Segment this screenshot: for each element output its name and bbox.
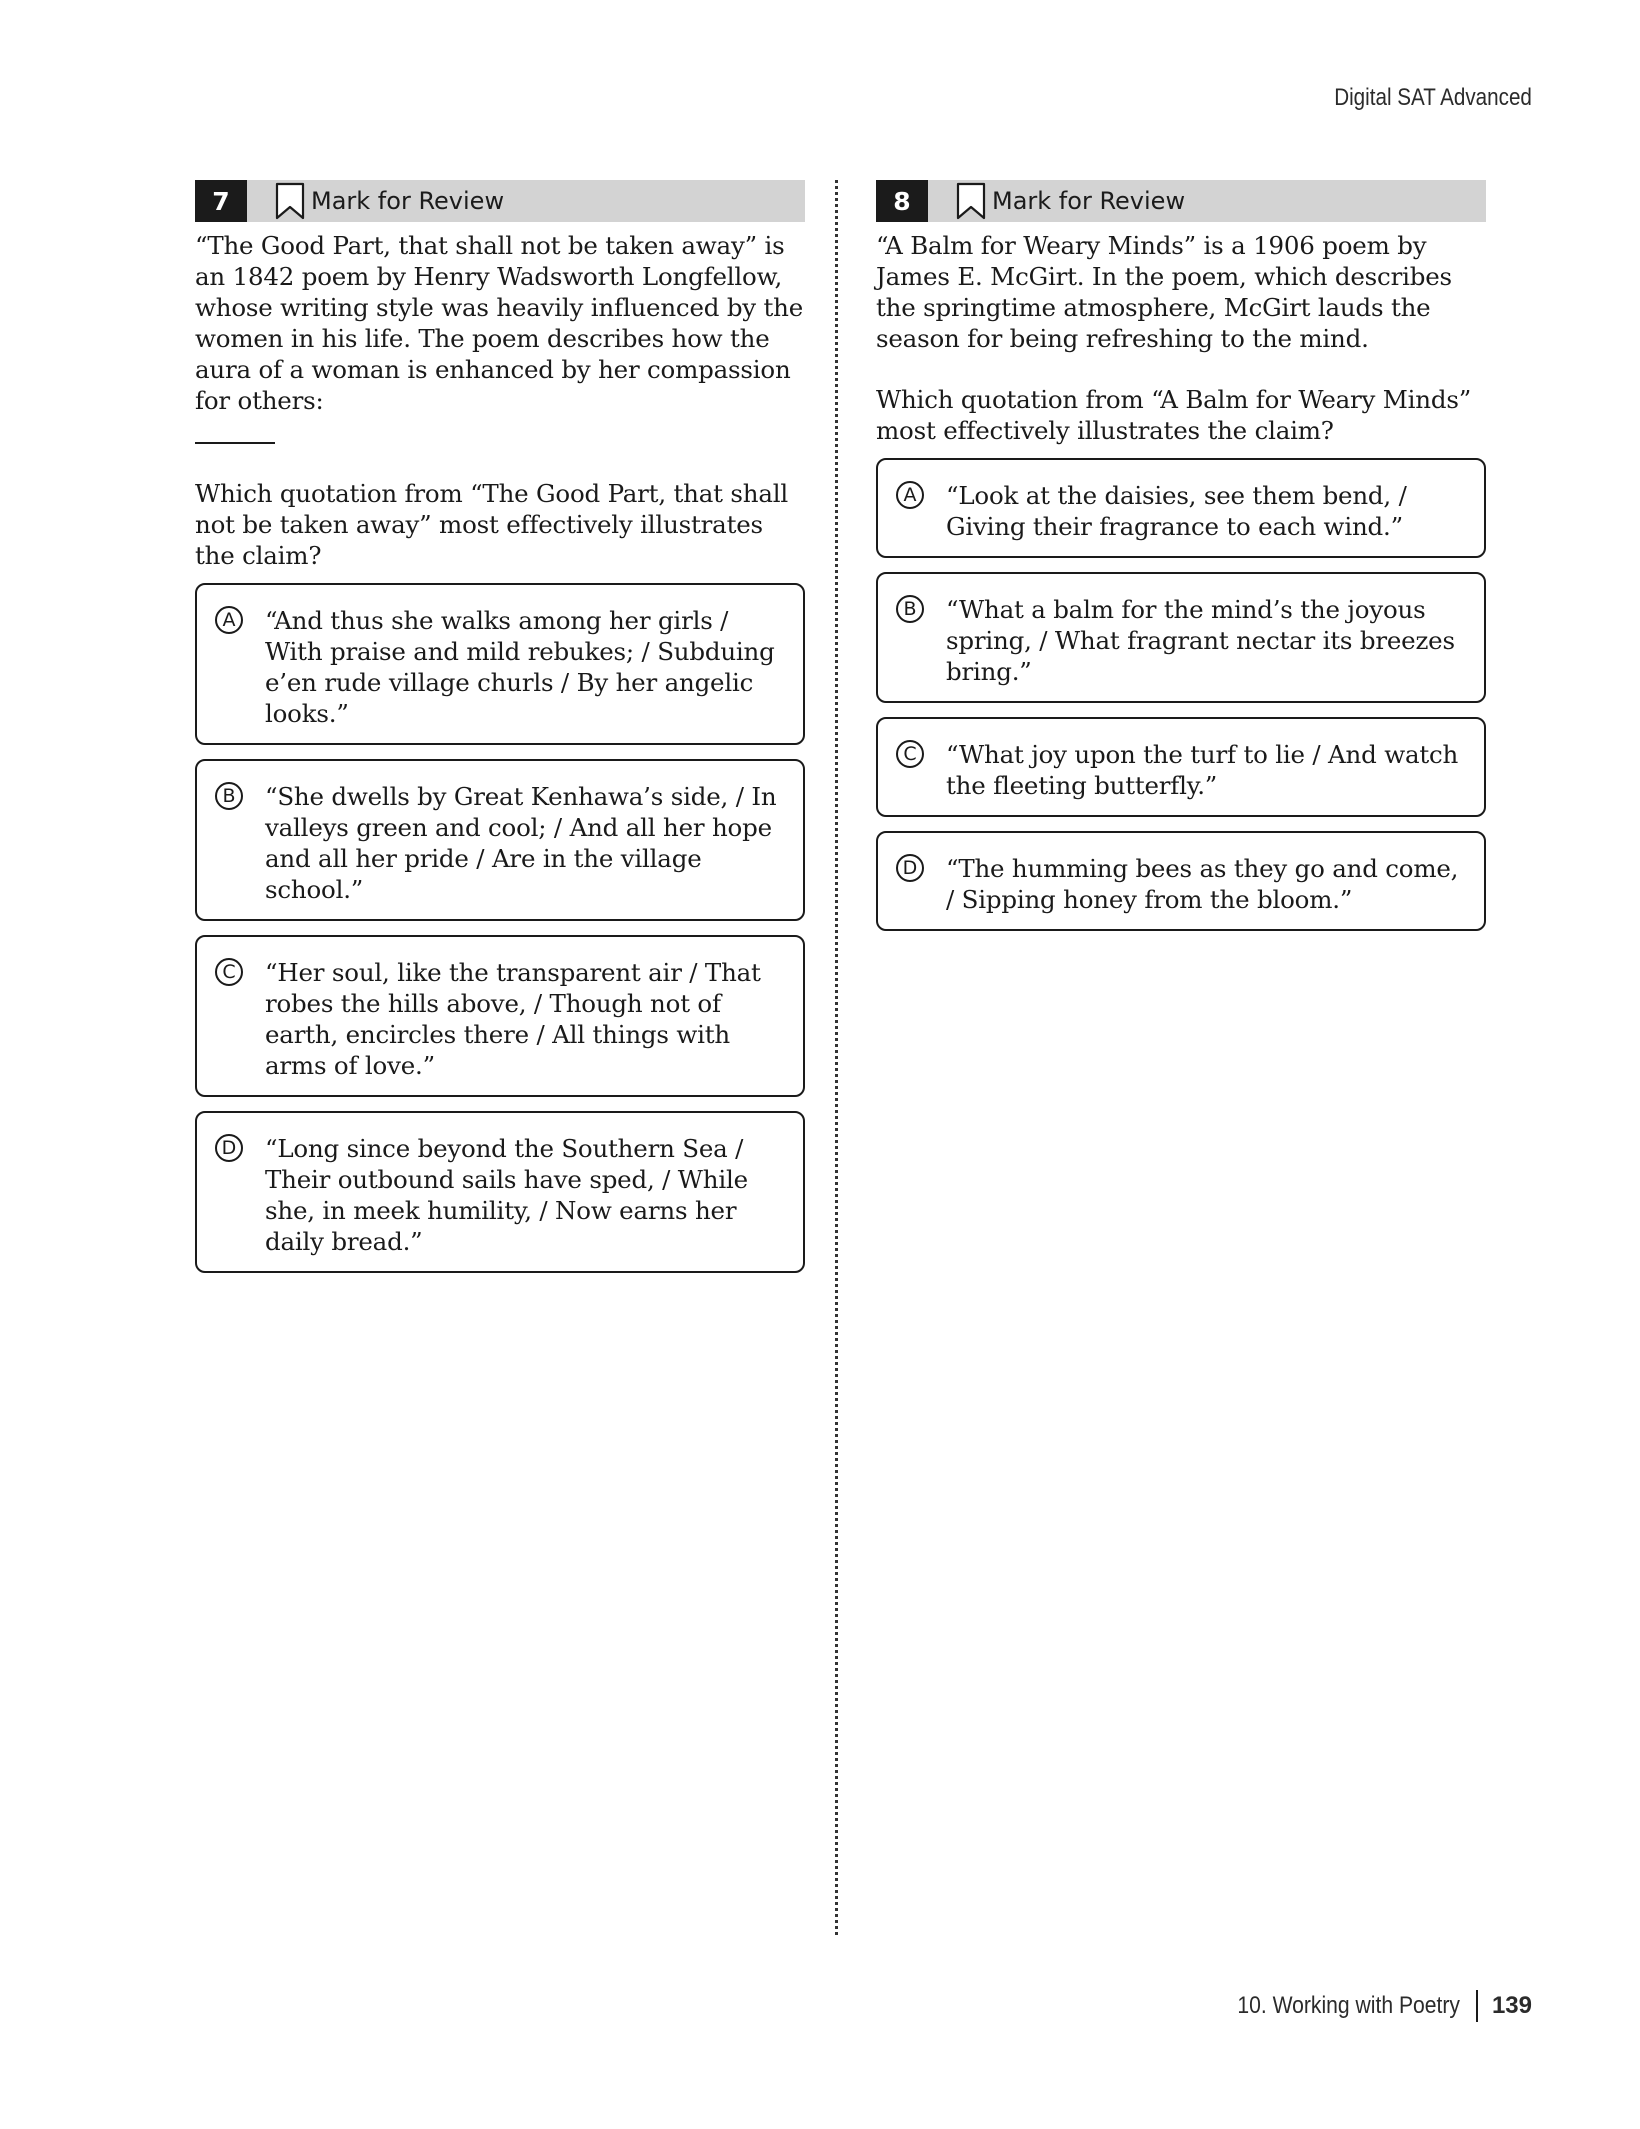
question-number: 7	[195, 180, 247, 222]
choice-text: “And thus she walks among her girls / With praise and mild rebukes; / Subduing e’en rude village churls / By her angelic looks.”	[265, 606, 775, 728]
bookmark-icon	[275, 182, 305, 220]
choice-letter: B	[215, 782, 243, 810]
question-number: 8	[876, 180, 928, 222]
choice-b[interactable]	[876, 572, 1486, 703]
choice-text: “She dwells by Great Kenhawa’s side, / In valleys green and cool; / And all her hope and all her pride / Are in the village school.”	[265, 782, 777, 904]
question-stem: “The Good Part, that shall not be taken away” is an 1842 poem by Henry Wadsworth Longfellow, whose writing style was heavily influenced by the women in his life. The poem describes how the aura of a woman is enhanced by her compassion for others:	[195, 231, 804, 415]
answer-choices	[876, 458, 1486, 931]
question-header	[876, 180, 1486, 222]
choice-letter: B	[896, 595, 924, 623]
choice-text: “What a balm for the mind’s the joyous spring, / What fragrant nectar its breezes bring.”	[946, 595, 1455, 686]
mark-for-review-button[interactable]	[956, 182, 1185, 220]
question-prompt: Which quotation from “A Balm for Weary Minds” most effectively illustrates the claim?	[876, 385, 1472, 445]
choice-letter: D	[215, 1134, 243, 1162]
page-footer	[1207, 1990, 1532, 2022]
question-stem: “A Balm for Weary Minds” is a 1906 poem by James E. McGirt. In the poem, which describes the springtime atmosphere, McGirt lauds the season for being refreshing to the mind.	[876, 231, 1452, 353]
choice-letter: C	[215, 958, 243, 986]
choice-text: “Her soul, like the transparent air / That robes the hills above, / Though not of earth, encircles there / All things with arms of love.”	[265, 958, 761, 1080]
question-8	[876, 180, 1486, 945]
choice-text: “Look at the daisies, see them bend, / Giving their fragrance to each wind.”	[946, 481, 1407, 541]
column-divider	[835, 180, 838, 1935]
page-number: 139	[1491, 1992, 1532, 2019]
choice-letter: A	[215, 606, 243, 634]
choice-c[interactable]	[876, 717, 1486, 817]
choice-b[interactable]	[195, 759, 805, 921]
footer-separator	[1476, 1990, 1478, 2022]
choice-text: “Long since beyond the Southern Sea / Their outbound sails have sped, / While she, in meek humility, / Now earns her daily bread.”	[265, 1134, 748, 1256]
choice-d[interactable]	[876, 831, 1486, 931]
chapter-title: 10. Working with Poetry	[1237, 1992, 1460, 2019]
question-header	[195, 180, 805, 222]
mark-for-review-label: Mark for Review	[311, 187, 505, 215]
question-7	[195, 180, 805, 1287]
answer-choices	[195, 583, 805, 1273]
choice-letter: C	[896, 740, 924, 768]
choice-a[interactable]	[195, 583, 805, 745]
running-head: Digital SAT Advanced	[1334, 84, 1532, 111]
choice-c[interactable]	[195, 935, 805, 1097]
answer-blank	[195, 442, 275, 444]
choice-letter: D	[896, 854, 924, 882]
choice-text: “What joy upon the turf to lie / And watch the fleeting butterfly.”	[946, 740, 1459, 800]
choice-a[interactable]	[876, 458, 1486, 558]
question-prompt: Which quotation from “The Good Part, that shall not be taken away” most effectively illustrates the claim?	[195, 479, 788, 570]
mark-for-review-button[interactable]	[275, 182, 504, 220]
mark-for-review-label: Mark for Review	[992, 187, 1186, 215]
choice-letter: A	[896, 481, 924, 509]
choice-d[interactable]	[195, 1111, 805, 1273]
choice-text: “The humming bees as they go and come, / Sipping honey from the bloom.”	[946, 854, 1459, 914]
bookmark-icon	[956, 182, 986, 220]
